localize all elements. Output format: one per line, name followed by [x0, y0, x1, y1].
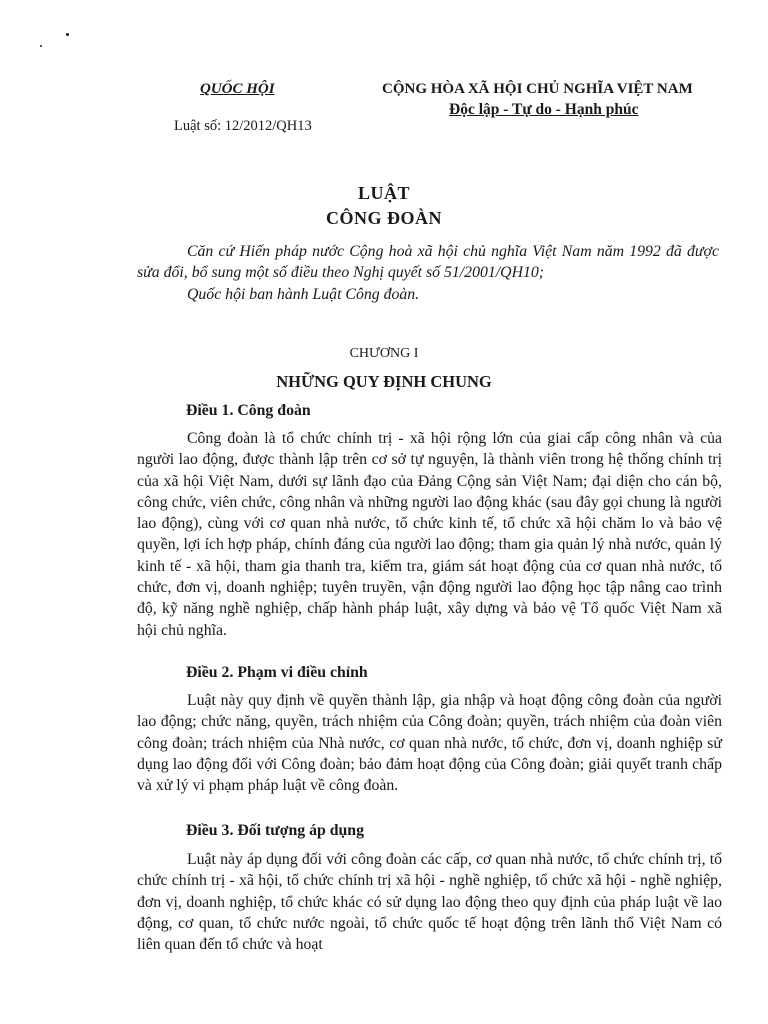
article-3-body: Luật này áp dụng đối với công đoàn các cấp, cơ quan nhà nước, tổ chức chính trị, tổ chức chính trị - xã hội, tổ chức chính trị xã hội - nghề nghiệp, tổ chức xã hội - nghề nghiệp, đơn vị, doanh nghiệp, tổ chức khác có sử dụng lao động theo quy định của pháp luật về lao động, cơ quan, tổ chức nước ngoài, tổ chức quốc tế hoạt động trên lãnh thổ Việt Nam có liên quan đến tổ chức và hoạt	[137, 851, 722, 954]
law-number: Luật số: 12/2012/QH13	[174, 118, 312, 134]
issuing-body: QUỐC HỘI	[200, 81, 275, 97]
article-1-heading: Điều 1. Công đoàn	[186, 402, 311, 419]
preamble-basis: Căn cứ Hiến pháp nước Cộng hoà xã hội chủ nghĩa Việt Nam năm 1992 đã được sửa đổi, bổ sung một số điều theo Nghị quyết số 51/2001/QH10;	[137, 243, 719, 282]
scan-speck	[40, 45, 42, 47]
article-2-body: Luật này quy định về quyền thành lập, gia nhập và hoạt động công đoàn của người lao động; chức năng, quyền, trách nhiệm của Công đoàn; quyền, trách nhiệm của đoàn viên công đoàn; trách nhiệm của Nhà nước, cơ quan nhà nước, tổ chức, đơn vị, doanh nghiệp sử dụng lao động đối với Công đoàn; bảo đảm hoạt động của Công đoàn; giải quyết tranh chấp và xử lý vi phạm pháp luật về công đoàn.	[137, 692, 722, 795]
scan-speck	[66, 33, 69, 36]
article-1-body: Công đoàn là tổ chức chính trị - xã hội rộng lớn của giai cấp công nhân và của người lao động, được thành lập trên cơ sở tự nguyện, là thành viên trong hệ thống chính trị của xã hội Việt Nam, dưới sự lãnh đạo của Đảng Cộng sản Việt Nam; đại diện cho cán bộ, công chức, viên chức, công nhân và những người lao động khác (sau đây gọi chung là người lao động), cùng với cơ quan nhà nước, tổ chức kinh tế, tổ chức xã hội chăm lo và bảo vệ quyền, lợi ích hợp pháp, chính đáng của người lao động; tham gia quản lý nhà nước, quản lý kinh tế - xã hội, tham gia thanh tra, kiểm tra, giám sát hoạt động của cơ quan nhà nước, tổ chức, đơn vị, doanh nghiệp; tuyên truyền, vận động người lao động học tập nâng cao trình độ, kỹ năng nghề nghiệp, chấp hành pháp luật, xây dựng và bảo vệ Tổ quốc Việt Nam xã hội chủ nghĩa.	[137, 430, 722, 639]
article-3-heading: Điều 3. Đối tượng áp dụng	[186, 822, 364, 839]
law-title-line1: LUẬT	[357, 183, 410, 203]
country-name: CỘNG HÒA XÃ HỘI CHỦ NGHĨA VIỆT NAM	[382, 81, 693, 97]
chapter-name: NHỮNG QUY ĐỊNH CHUNG	[276, 372, 492, 391]
national-motto: Độc lập - Tự do - Hạnh phúc	[449, 101, 639, 118]
article-2-heading: Điều 2. Phạm vi điều chỉnh	[186, 664, 368, 681]
law-title-line2: CÔNG ĐOÀN	[326, 208, 442, 228]
preamble-enact: Quốc hội ban hành Luật Công đoàn.	[187, 286, 420, 303]
chapter-number: CHƯƠNG I	[349, 346, 419, 361]
